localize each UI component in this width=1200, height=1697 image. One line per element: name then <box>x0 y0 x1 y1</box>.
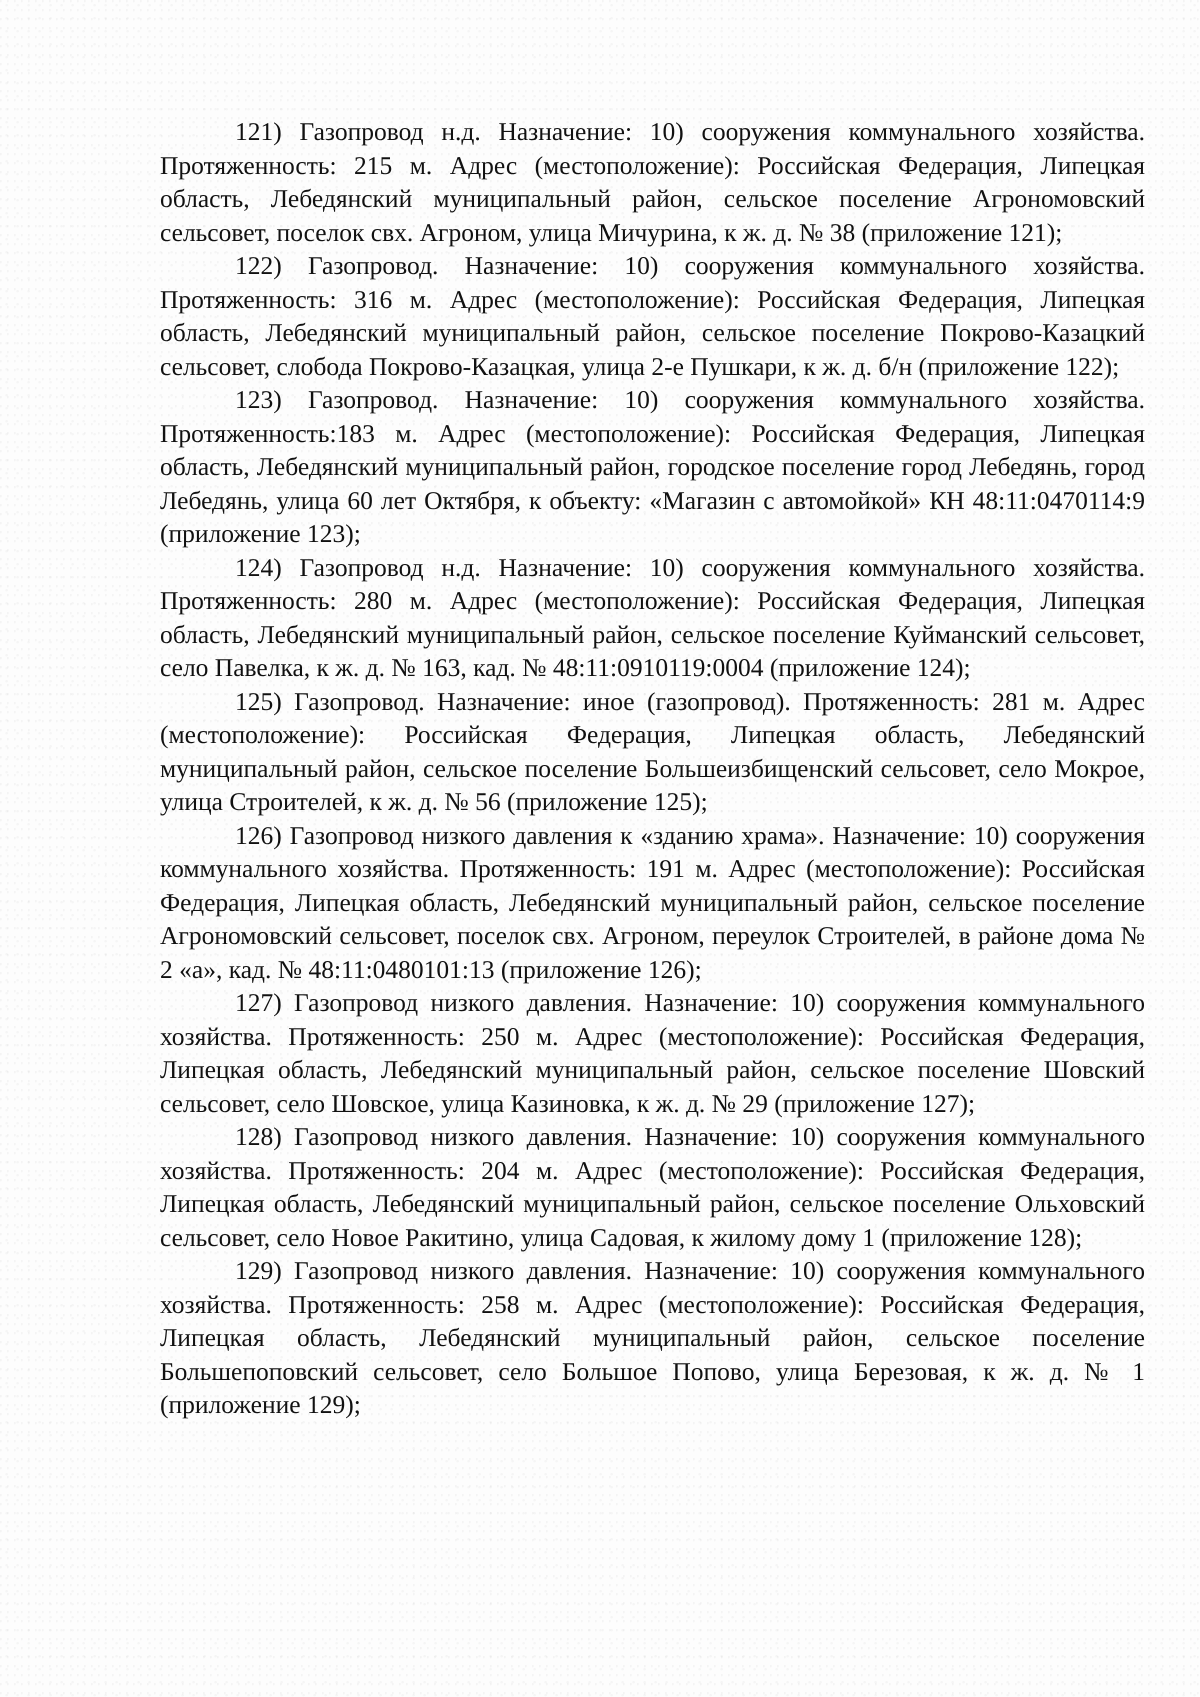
list-item-124: 124) Газопровод н.д. Назначение: 10) сооружения коммунального хозяйства. Протяженность: 280 м. Адрес (местоположение): Российская Федерация, Липецкая область, Лебедянский муниципальный район, сельское поселение Куйманский сельсовет, село Павелка, к ж. д. № 163, кад. № 48:11:0910119:0004 (приложение 124); <box>160 552 1145 682</box>
list-item-125: 125) Газопровод. Назначение: иное (газопровод). Протяженность: 281 м. Адрес (местоположение): Российская Федерация, Липецкая область, Лебедянский муниципальный район, сельское поселение Большеизбищенский сельсовет, село Мокрое, улица Строителей, к ж. д. № 56 (приложение 125); <box>160 686 1145 816</box>
list-item-126: 126) Газопровод низкого давления к «зданию храма». Назначение: 10) сооружения коммунального хозяйства. Протяженность: 191 м. Адрес (местоположение): Российская Федерация, Липецкая область, Лебедянский муниципальный район, сельское поселение Агрономовский сельсовет, поселок свх. Агроном, переулок Строителей, в районе дома № 2 «а», кад. № 48:11:0480101:13 (приложение 126); <box>160 820 1145 984</box>
list-item-129: 129) Газопровод низкого давления. Назначение: 10) сооружения коммунального хозяйства. Протяженность: 258 м. Адрес (местоположение): Российская Федерация, Липецкая область, Лебедянский муниципальный район, сельское поселение Большепоповский сельсовет, село Большое Попово, улица Березовая, к ж. д. № 1 (приложение 129); <box>160 1256 1145 1419</box>
document-body <box>160 115 1145 1422</box>
list-item-127: 127) Газопровод низкого давления. Назначение: 10) сооружения коммунального хозяйства. Протяженность: 250 м. Адрес (местоположение): Российская Федерация, Липецкая область, Лебедянский муниципальный район, сельское поселение Шовский сельсовет, село Шовское, улица Казиновка, к ж. д. № 29 (приложение 127); <box>160 988 1145 1118</box>
list-item-122: 122) Газопровод. Назначение: 10) сооружения коммунального хозяйства. Протяженность: 316 м. Адрес (местоположение): Российская Федерация, Липецкая область, Лебедянский муниципальный район, сельское поселение Покрово-Казацкий сельсовет, слобода Покрово-Казацкая, улица 2-е Пушкари, к ж. д. б/н (приложение 122); <box>160 251 1145 381</box>
list-item-121: 121) Газопровод н.д. Назначение: 10) сооружения коммунального хозяйства. Протяженность: 215 м. Адрес (местоположение): Российская Федерация, Липецкая область, Лебедянский муниципальный район, сельское поселение Агрономовский сельсовет, поселок свх. Агроном, улица Мичурина, к ж. д. № 38 (приложение 121); <box>160 117 1145 247</box>
list-item-128: 128) Газопровод низкого давления. Назначение: 10) сооружения коммунального хозяйства. Протяженность: 204 м. Адрес (местоположение): Российская Федерация, Липецкая область, Лебедянский муниципальный район, сельское поселение Ольховский сельсовет, село Новое Ракитино, улица Садовая, к жилому дому 1 (приложение 128); <box>160 1122 1145 1252</box>
list-item-123: 123) Газопровод. Назначение: 10) сооружения коммунального хозяйства. Протяженность:183 м. Адрес (местоположение): Российская Федерация, Липецкая область, Лебедянский муниципальный район, городское поселение город Лебедянь, город Лебедянь, улица 60 лет Октября, к объекту: «Магазин с автомойкой» КН 48:11:0470114:9 (приложение 123); <box>160 385 1145 548</box>
